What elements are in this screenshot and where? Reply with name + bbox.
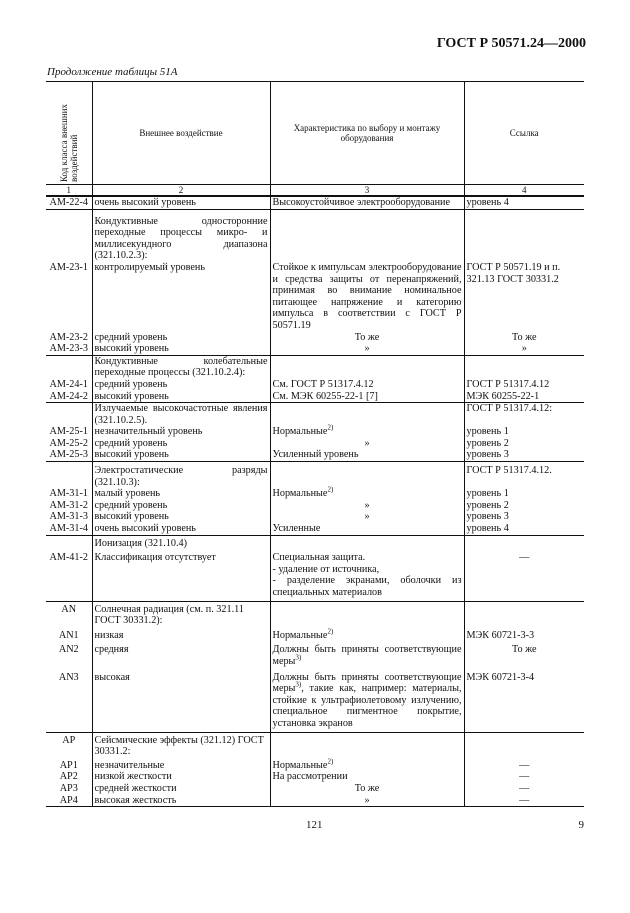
row-influence: очень высокий уровень <box>92 196 270 209</box>
footnote-mark: 2) <box>327 423 334 432</box>
row-code: AN2 <box>58 644 79 656</box>
table-row <box>46 552 584 601</box>
row-influence: низкой жесткости <box>92 771 270 783</box>
row-influence: высокая жесткость <box>92 795 270 807</box>
row-characteristic: То же <box>270 783 464 795</box>
row-characteristic: Нормальные$^{2)}$ <box>270 488 464 500</box>
row-code: АМ-22-4 <box>49 197 88 208</box>
colnum: 3 <box>270 185 464 197</box>
table-row <box>46 449 584 461</box>
row-influence: очень высокий уровень <box>92 523 270 535</box>
group-title: Кондуктивные колебательные переходные процессы (321.10.2.4): <box>92 355 270 379</box>
footnote-mark: 3) <box>295 680 302 689</box>
table-row <box>46 403 584 427</box>
column-number-row <box>46 185 584 197</box>
group-title: Ионизация (321.10.4) <box>92 535 270 552</box>
header-influence: Внешнее воздействие <box>92 82 270 185</box>
row-characteristic: Высокоустойчивое электрооборудование <box>270 196 464 209</box>
row-reference: уровень 2 <box>464 500 584 512</box>
row-reference: ГОСТ Р 51317.4.12 <box>464 379 584 391</box>
row-influence: высокий уровень <box>92 391 270 403</box>
row-reference: — <box>464 552 584 601</box>
sheet-number: 9 <box>578 819 584 831</box>
row-reference: То же <box>464 644 584 671</box>
row-code: AN <box>46 601 92 630</box>
row-characteristic: » <box>270 438 464 450</box>
row-influence: высокий уровень <box>92 449 270 461</box>
footnote-mark: 3) <box>295 653 302 662</box>
colnum: 2 <box>92 185 270 197</box>
row-characteristic: На рассмотрении <box>270 771 464 783</box>
table-row <box>46 262 584 332</box>
row-influence: низкая <box>92 630 270 645</box>
row-influence: контролируемый уровень <box>92 262 270 332</box>
row-reference: уровень 1 <box>464 426 584 438</box>
row-reference: То же <box>464 332 584 344</box>
document-title: ГОСТ Р 50571.24—2000 <box>436 36 586 51</box>
group-title: Излучаемые высокочастотные явления (321.10.2.5). <box>92 403 270 427</box>
table-row <box>46 438 584 450</box>
row-code: AP3 <box>59 782 78 794</box>
row-reference: уровень 1 <box>464 488 584 500</box>
row-influence: средний уровень <box>92 500 270 512</box>
row-code: AP <box>46 732 92 760</box>
row-code: AN1 <box>58 629 79 641</box>
table-row <box>46 426 584 438</box>
page-number: 121 <box>306 819 323 831</box>
row-characteristic: » <box>270 795 464 807</box>
table-51a <box>46 81 584 807</box>
row-characteristic: Усиленные <box>270 523 464 535</box>
table-caption: Продолжение таблицы 51А <box>47 66 178 78</box>
table-row <box>46 391 584 403</box>
table-row <box>46 644 584 671</box>
row-influence: высокий уровень <box>92 511 270 523</box>
row-characteristic: Должны быть приняты соответствующие меры$^{3)}$ <box>270 644 464 671</box>
table-row <box>46 511 584 523</box>
table-row <box>46 760 584 772</box>
table-row <box>46 630 584 645</box>
table-header-row <box>46 82 584 185</box>
row-reference: — <box>464 771 584 783</box>
row-influence: средняя <box>92 644 270 671</box>
row-reference: » <box>464 343 584 355</box>
table-row <box>46 795 584 807</box>
row-code: АМ-41-2 <box>49 552 88 564</box>
group-title: Сейсмические эффекты (321.12) ГОСТ 30331.2: <box>92 732 270 760</box>
header-code: Код класса внешних воздействий <box>58 104 79 182</box>
group-title: Солнечная радиация (см. п. 321.11 ГОСТ 30331.2): <box>92 601 270 630</box>
table-row <box>46 488 584 500</box>
row-characteristic: Нормальные$^{2)}$ <box>270 630 464 645</box>
table-row <box>46 783 584 795</box>
row-code: АМ-25-3 <box>49 449 88 461</box>
table-row <box>46 332 584 344</box>
table-row <box>46 601 584 630</box>
row-characteristic: Специальная защита. - удаление от источника, - разделение экранами, оболочки из специальных материалов <box>270 552 464 601</box>
row-characteristic: Стойкое к импульсам электрооборудование и средства защиты от перенапряжений, принимая во внимание номинальное питающее напряжение и категорию импульса в соответствии с ГОСТ Р 50571.19 <box>270 262 464 332</box>
row-code: АМ-23-1 <box>49 261 88 273</box>
row-code: АМ-24-1 <box>49 378 88 390</box>
row-characteristic: См. ГОСТ Р 51317.4.12 <box>270 379 464 391</box>
row-influence: Классификация отсутствует <box>92 552 270 601</box>
row-reference: уровень 4 <box>464 523 584 535</box>
row-influence: незначительный уровень <box>92 426 270 438</box>
row-characteristic: Нормальные$^{2)}$ <box>270 426 464 438</box>
header-characteristic: Характеристика по выбору и монтажу оборудования <box>270 82 464 185</box>
row-influence: средний уровень <box>92 379 270 391</box>
row-code: AP4 <box>46 795 92 807</box>
row-reference: МЭК 60721-3-4 <box>464 672 584 732</box>
row-code: АМ-31-4 <box>49 523 88 535</box>
row-reference: — <box>464 783 584 795</box>
row-code: АМ-31-2 <box>49 499 88 511</box>
row-influence: высокая <box>92 672 270 732</box>
row-reference: уровень 4 <box>464 196 584 209</box>
row-influence: малый уровень <box>92 488 270 500</box>
table-row <box>46 771 584 783</box>
row-code: АМ-25-2 <box>49 437 88 449</box>
colnum: 4 <box>464 185 584 197</box>
row-reference: уровень 3 <box>464 511 584 523</box>
row-characteristic: » <box>270 500 464 512</box>
table-row <box>46 209 584 262</box>
row-code: АМ-23-3 <box>49 343 88 355</box>
row-code: АМ-31-3 <box>49 511 88 523</box>
table-row <box>46 732 584 760</box>
row-reference: уровень 2 <box>464 438 584 450</box>
footnote-mark: 2) <box>327 757 334 766</box>
row-influence: высокий уровень <box>92 343 270 355</box>
row-characteristic: Усиленный уровень <box>270 449 464 461</box>
table-row <box>46 462 584 489</box>
table-row <box>46 196 584 209</box>
row-reference: — <box>464 760 584 772</box>
row-characteristic: Должны быть приняты соответствующие меры$^{3)}$, такие как, например: материалы, стойкие к ультрафиолетовому излучению, специальное пигментное покрытие, установка экранов <box>270 672 464 732</box>
table-row <box>46 672 584 732</box>
table-row <box>46 355 584 379</box>
table-row <box>46 343 584 355</box>
footnote-mark: 2) <box>327 627 334 636</box>
row-reference: МЭК 60721-3-3 <box>464 630 584 645</box>
group-title: Кондуктивные односторонние переходные процессы микро- и миллисекундного диапазона (321.10.2.3): <box>92 209 270 262</box>
table-row <box>46 379 584 391</box>
row-code: АМ-25-1 <box>49 426 88 438</box>
row-influence: средний уровень <box>92 332 270 344</box>
row-characteristic: » <box>270 511 464 523</box>
table-row <box>46 500 584 512</box>
row-reference: уровень 3 <box>464 449 584 461</box>
reference-head: ГОСТ Р 51317.4.12: <box>464 403 584 427</box>
group-title: Электростатические разряды (321.10.3): <box>92 462 270 489</box>
reference-head: ГОСТ Р 51317.4.12. <box>464 462 584 489</box>
row-code: AP1 <box>59 759 78 771</box>
row-characteristic: То же <box>270 332 464 344</box>
row-characteristic: Нормальные$^{2)}$ <box>270 760 464 772</box>
row-code: AP2 <box>59 771 78 783</box>
row-code: АМ-24-2 <box>49 390 88 402</box>
row-code: АМ-23-2 <box>49 331 88 343</box>
table-row <box>46 523 584 535</box>
header-reference: Ссылка <box>464 82 584 185</box>
row-influence: незначительные <box>92 760 270 772</box>
row-reference: — <box>464 795 584 807</box>
row-characteristic: См. МЭК 60255-22-1 [7] <box>270 391 464 403</box>
row-code: AN3 <box>58 671 79 683</box>
row-influence: средний уровень <box>92 438 270 450</box>
row-reference: МЭК 60255-22-1 <box>464 391 584 403</box>
row-characteristic: » <box>270 343 464 355</box>
row-code: АМ-31-1 <box>49 488 88 500</box>
footnote-mark: 2) <box>327 485 334 494</box>
row-influence: средней жесткости <box>92 783 270 795</box>
table-row <box>46 535 584 552</box>
colnum: 1 <box>46 185 92 197</box>
row-reference: ГОСТ Р 50571.19 и п. 321.13 ГОСТ 30331.2 <box>464 262 584 332</box>
